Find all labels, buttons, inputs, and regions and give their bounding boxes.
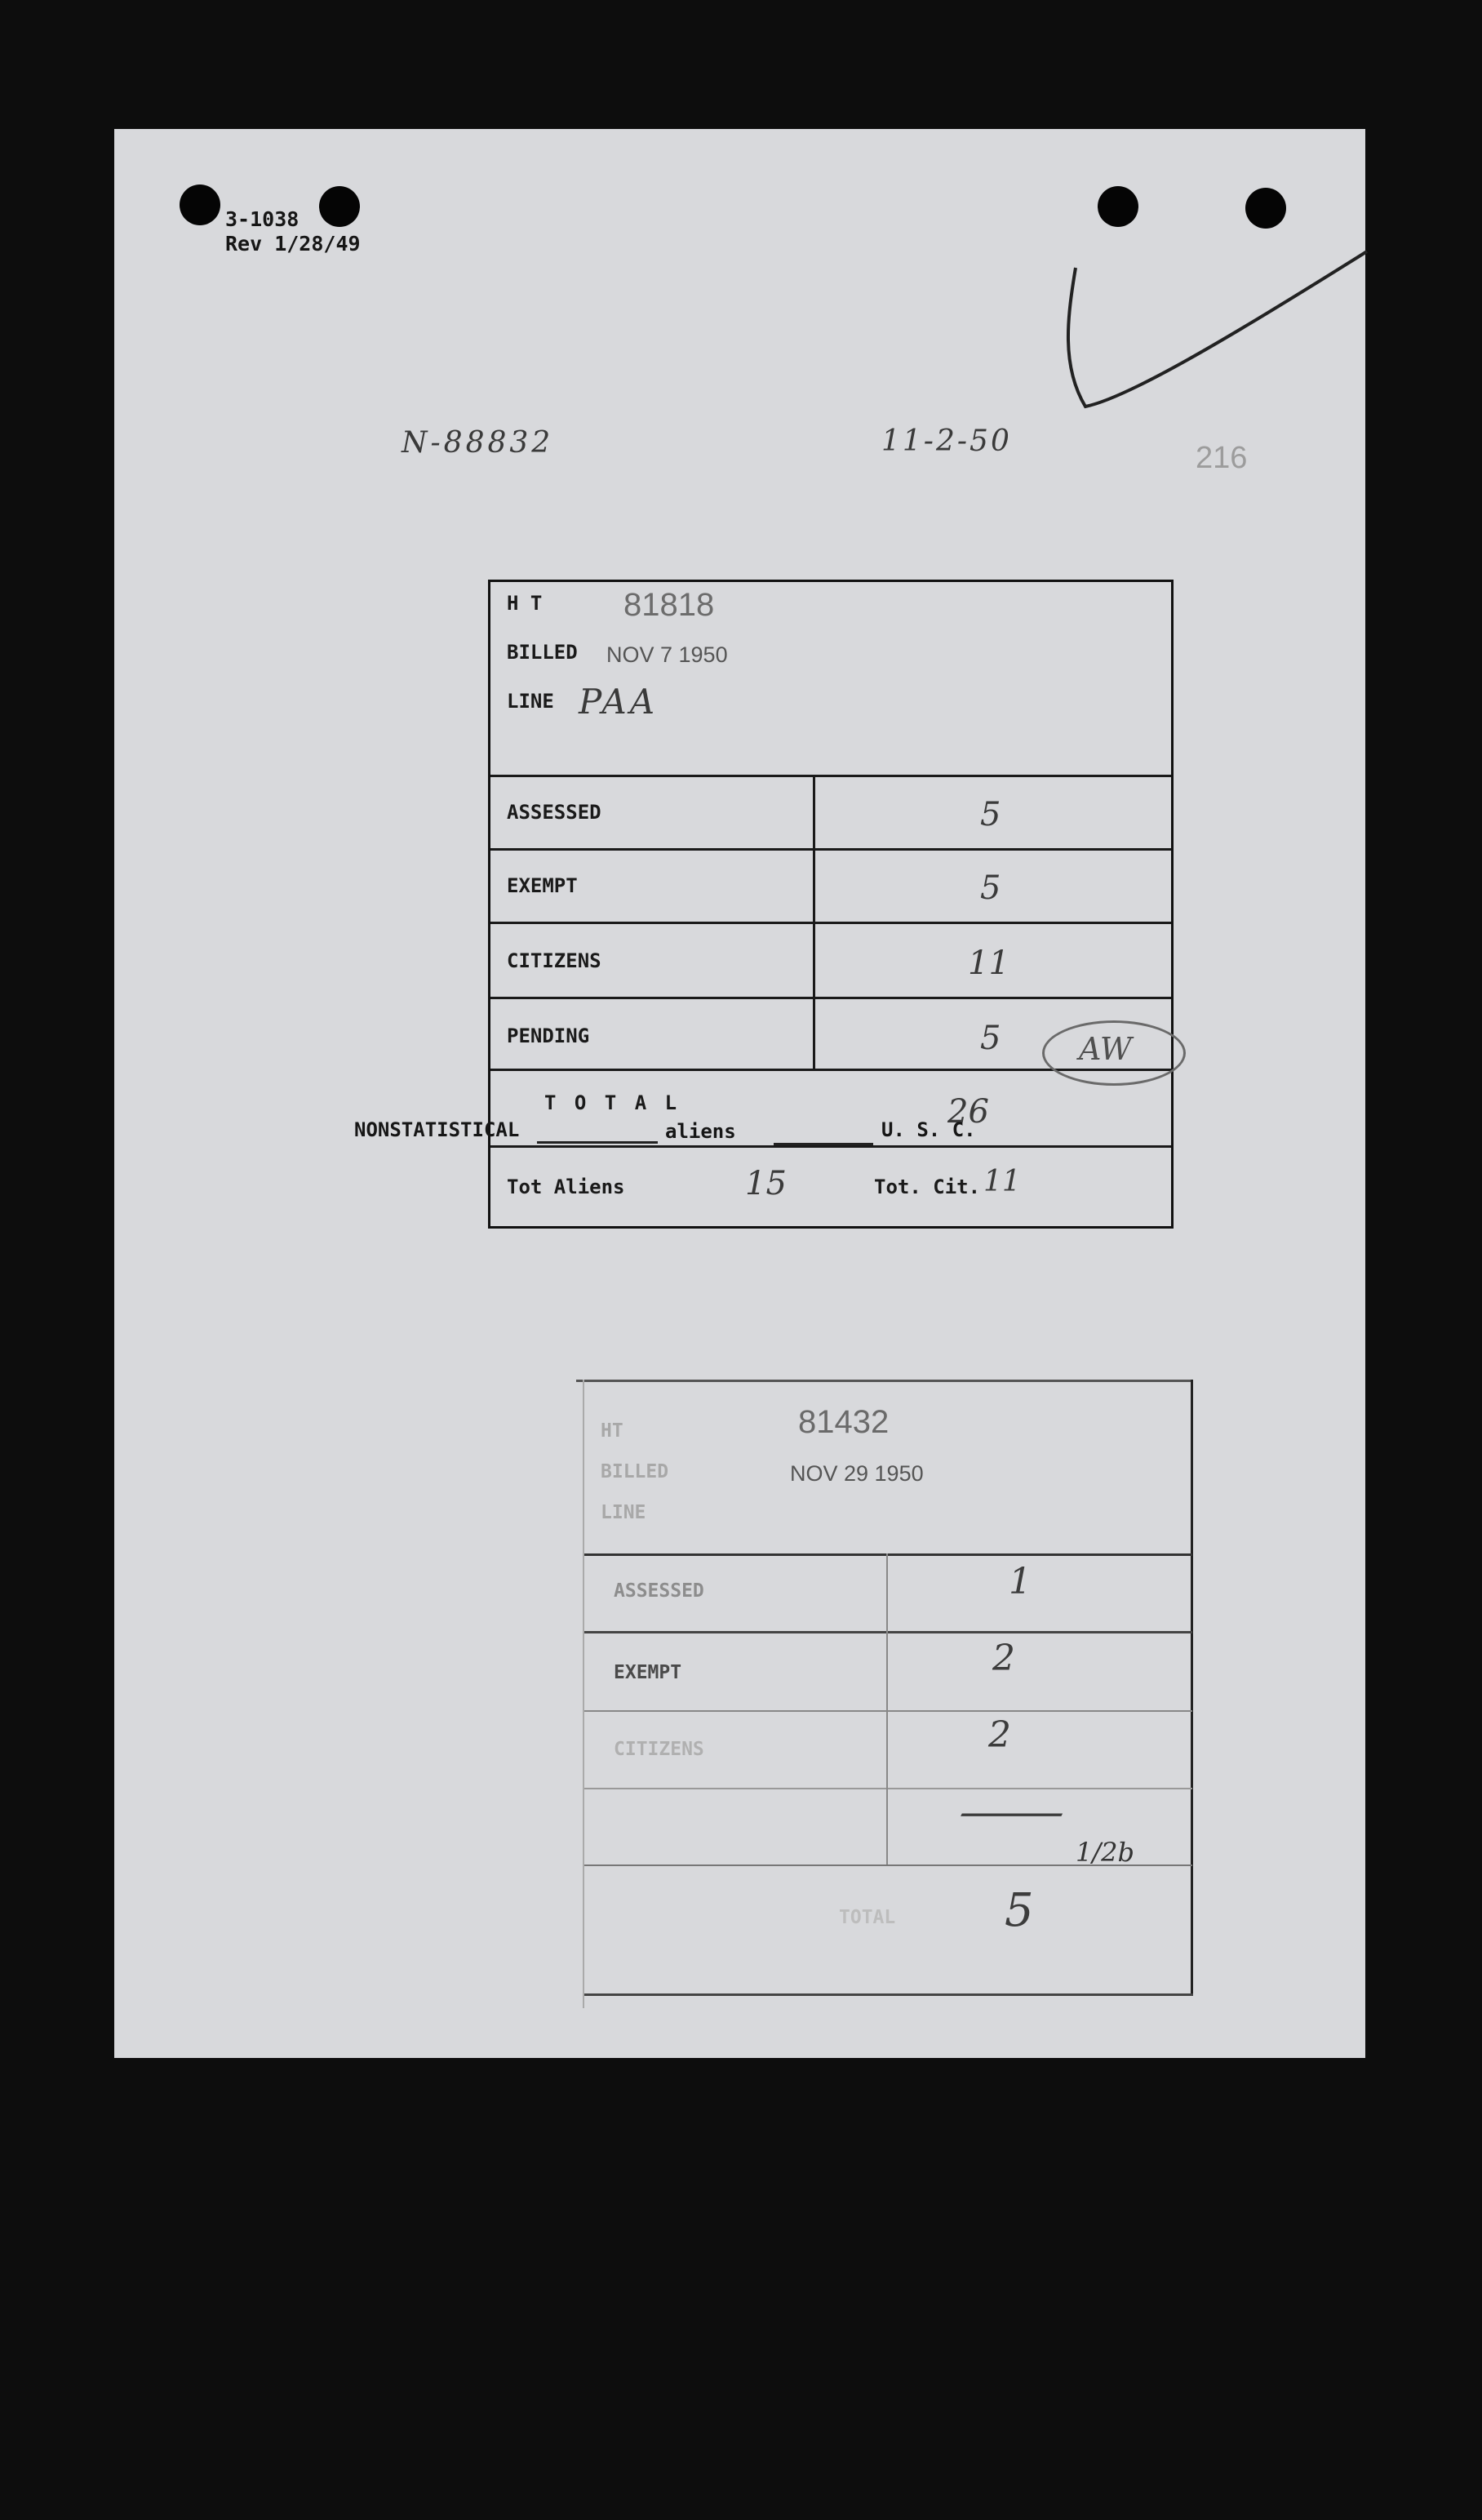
punch-hole <box>319 186 360 227</box>
pending-value: 5 <box>980 1020 1001 1057</box>
billed-date: NOV 7 1950 <box>606 642 728 667</box>
column-divider <box>886 1553 888 1864</box>
exempt-label: EXEMPT <box>614 1662 682 1683</box>
document-page <box>114 129 1365 2058</box>
billed-label: BILLED <box>507 641 578 664</box>
assessed-label: ASSESSED <box>507 801 601 824</box>
divider <box>490 848 1171 851</box>
divider <box>490 922 1171 924</box>
page-number: 216 <box>1196 441 1248 475</box>
line-value: PAA <box>579 682 659 722</box>
ht-label: HT <box>601 1420 623 1442</box>
ht-number: 81818 <box>623 587 715 623</box>
revision-date: Rev 1/28/49 <box>225 232 361 256</box>
exempt-value: 2 <box>992 1638 1015 1679</box>
billed-date: NOV 29 1950 <box>790 1461 924 1486</box>
initials: AW <box>1079 1031 1132 1067</box>
total-label: TOTAL <box>839 1907 896 1928</box>
border <box>583 1380 584 2008</box>
divider <box>584 1710 1192 1712</box>
tot-aliens-value: 15 <box>745 1165 787 1202</box>
column-divider <box>813 775 815 1069</box>
tally-form-secondary <box>576 1380 1209 1996</box>
blank-line <box>537 1141 658 1144</box>
ht-label: H T <box>507 592 543 615</box>
citizens-label: CITIZENS <box>507 949 601 972</box>
citizens-label: CITIZENS <box>614 1739 704 1760</box>
assessed-value: 5 <box>980 796 1001 833</box>
initials-stamp <box>1042 1020 1186 1086</box>
divider <box>584 1631 1192 1633</box>
divider <box>490 775 1171 777</box>
tally-form-primary <box>488 580 1174 1229</box>
corner-mark: 1/2b <box>1076 1837 1134 1868</box>
pending-label: PENDING <box>507 1024 590 1047</box>
line-label: LINE <box>507 690 554 713</box>
exempt-value: 5 <box>980 869 1001 907</box>
punch-hole <box>1245 188 1286 229</box>
citizens-value: 2 <box>988 1714 1011 1756</box>
pending-value: — <box>956 1788 1067 1837</box>
border <box>583 1993 1193 1996</box>
total-label: T O T A L <box>544 1091 681 1114</box>
billed-label: BILLED <box>601 1461 669 1482</box>
aliens-label: aliens <box>665 1120 736 1143</box>
blank-line <box>774 1143 873 1145</box>
assessed-label: ASSESSED <box>614 1580 704 1602</box>
form-number: 3-1038 <box>225 207 300 231</box>
ht-number: 81432 <box>798 1404 890 1440</box>
check-mark-icon <box>1061 243 1371 423</box>
divider <box>584 1788 1192 1789</box>
total-value: 26 <box>947 1093 989 1131</box>
exempt-label: EXEMPT <box>507 874 578 897</box>
nonstatistical-label: NONSTATISTICAL <box>354 1118 520 1141</box>
total-value: 5 <box>1005 1884 1034 1937</box>
usc-label: U. S. C. <box>881 1118 976 1141</box>
divider <box>490 1145 1171 1148</box>
assessed-value: 1 <box>1009 1561 1032 1602</box>
border <box>1191 1380 1193 1996</box>
border <box>576 1380 1192 1382</box>
divider <box>584 1553 1192 1556</box>
tot-cit-label: Tot. Cit. <box>874 1176 981 1198</box>
divider <box>490 997 1171 999</box>
punch-hole <box>1098 186 1138 227</box>
citizens-value: 11 <box>968 944 1009 982</box>
punch-hole <box>180 184 220 225</box>
tot-aliens-label: Tot Aliens <box>507 1176 625 1198</box>
handwritten-date: 11-2-50 <box>881 424 1012 458</box>
line-label: LINE <box>601 1502 646 1523</box>
reference-number: N-88832 <box>402 426 554 460</box>
tot-cit-value: 11 <box>983 1165 1021 1198</box>
